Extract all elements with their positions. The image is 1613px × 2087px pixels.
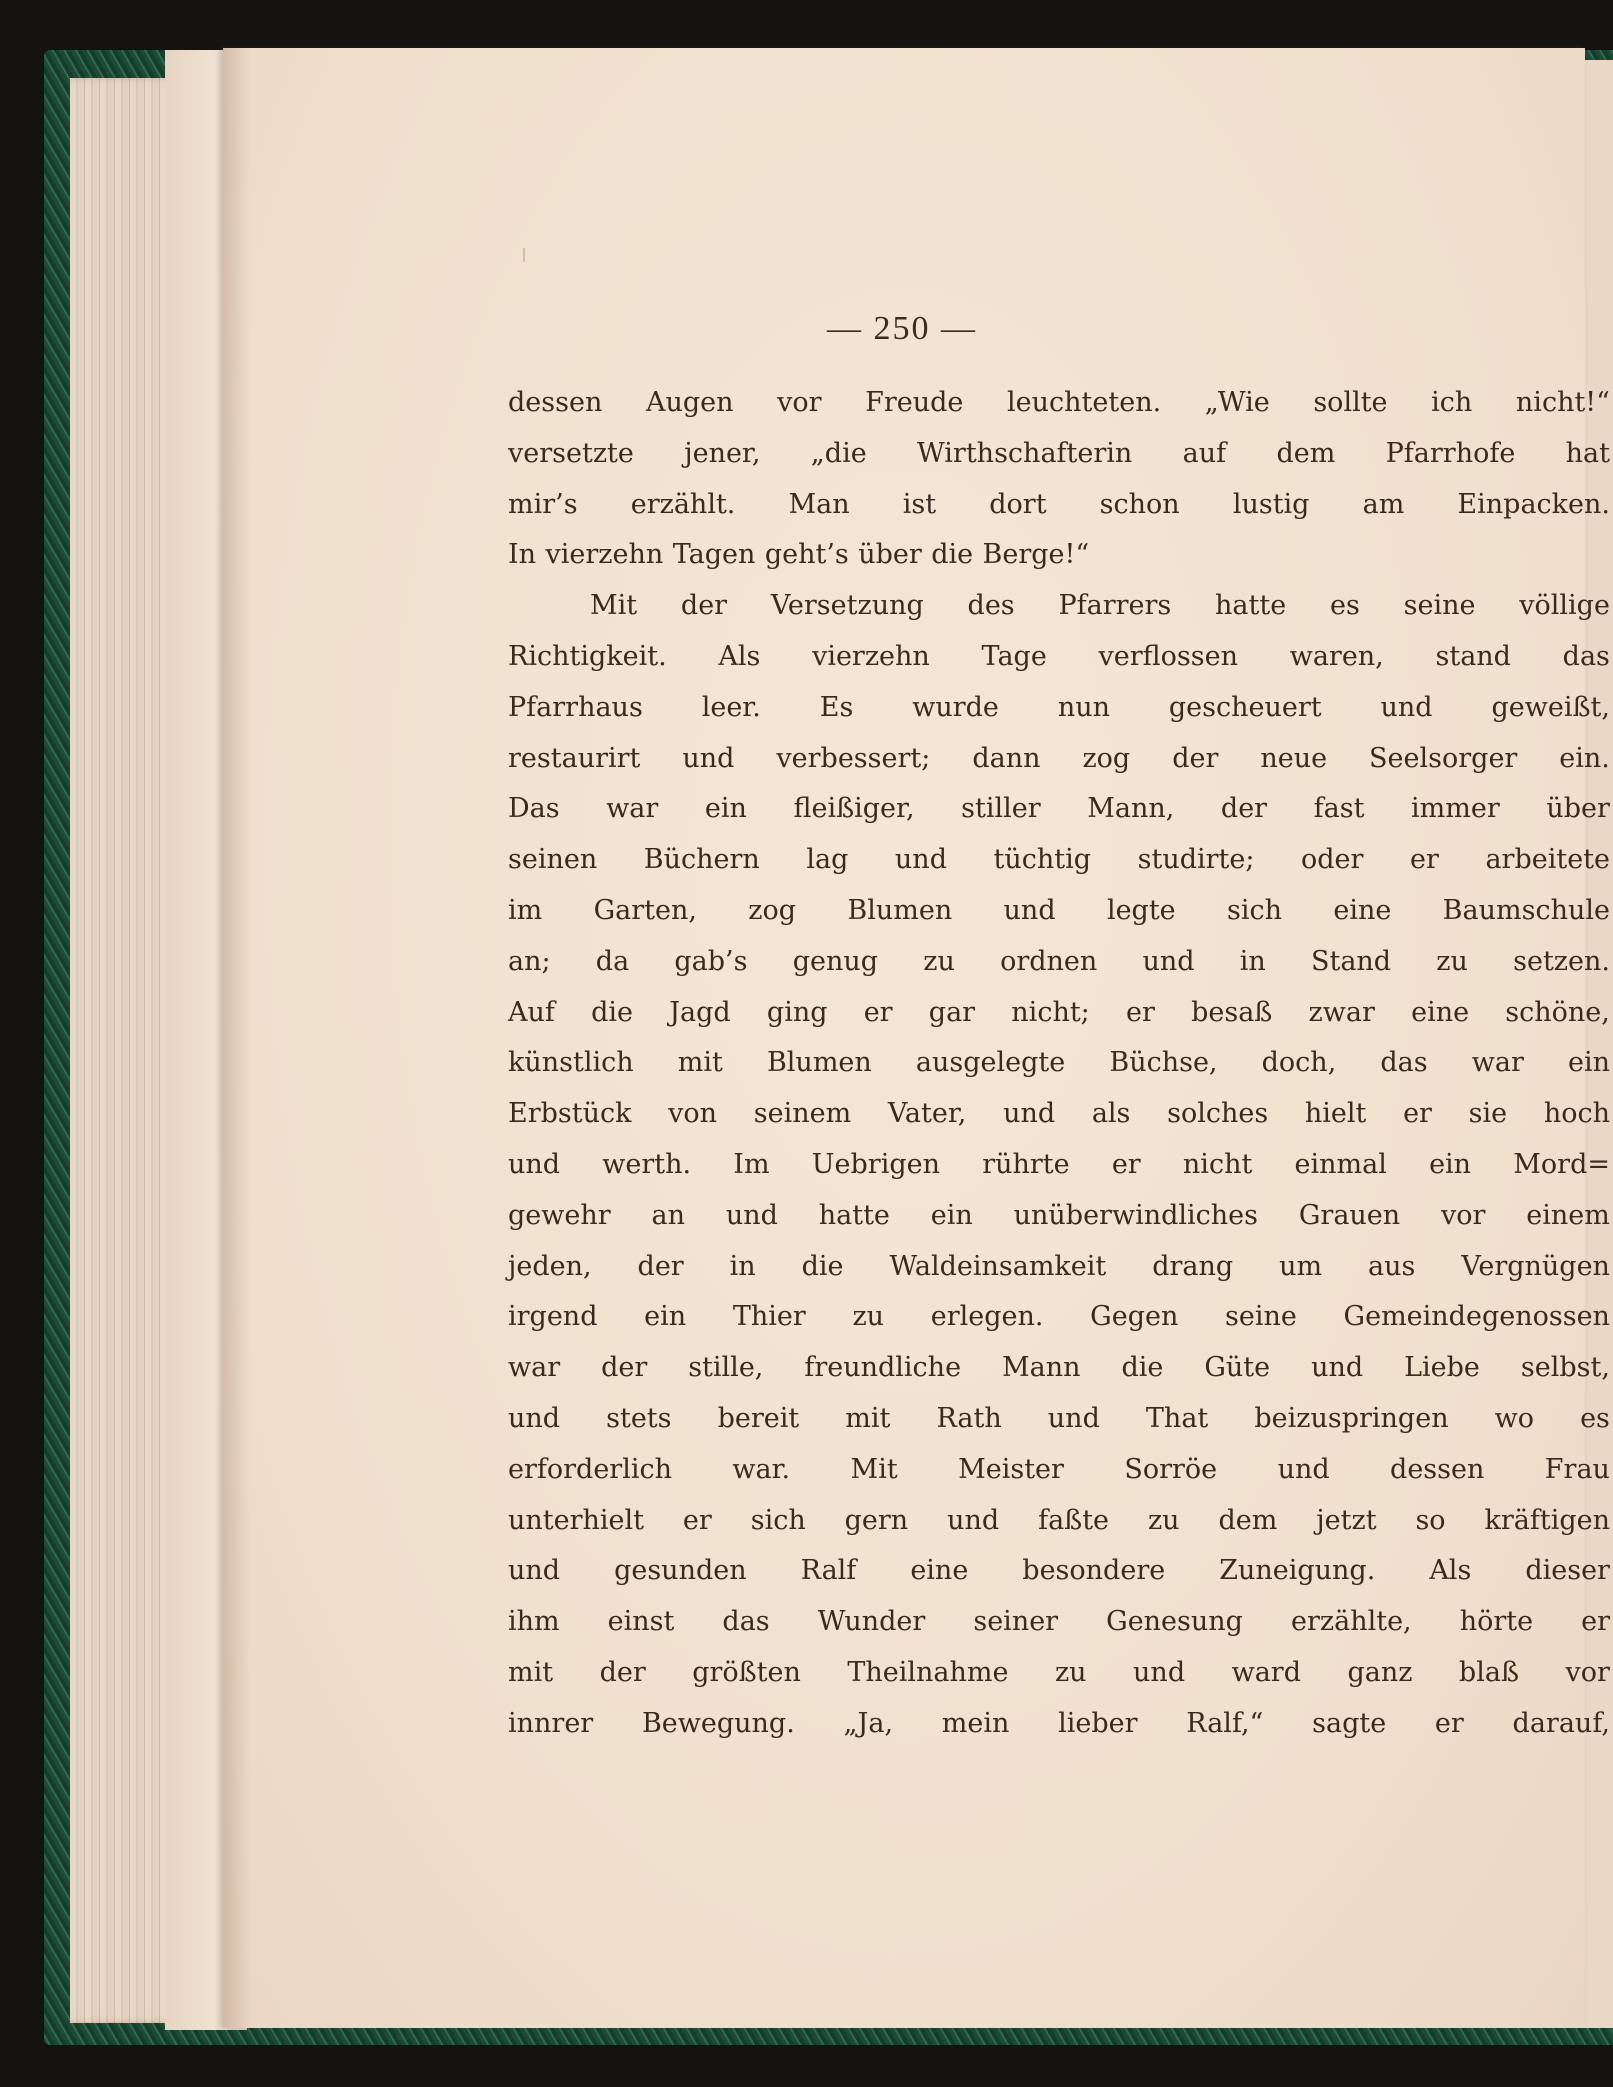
word: Einpacken. <box>1457 488 1610 520</box>
word: und <box>947 1504 1000 1536</box>
word: er <box>1410 844 1439 876</box>
word: verflossen <box>1098 640 1238 672</box>
word: Wunder <box>817 1606 926 1638</box>
word: ordnen <box>1000 945 1098 977</box>
word: bereit <box>717 1402 800 1434</box>
word: ein <box>1429 1148 1472 1180</box>
word: freundliche <box>804 1352 962 1384</box>
word: war <box>606 793 659 825</box>
word: wurde <box>912 691 999 723</box>
text-line <box>508 1648 1610 1699</box>
word: legte <box>1106 894 1176 926</box>
word: die <box>591 996 633 1028</box>
text-line <box>508 1394 1610 1445</box>
word: erzählt. <box>630 488 736 520</box>
word: Waldeinsamkeit <box>889 1250 1107 1282</box>
word: leuchteten. <box>1007 387 1162 418</box>
word: die <box>931 539 974 571</box>
word: Erbstück <box>508 1098 632 1130</box>
word: schöne, <box>1505 996 1610 1028</box>
word: hatte <box>818 1199 890 1231</box>
word: doch, <box>1261 1047 1337 1079</box>
word: oder <box>1301 844 1364 876</box>
word: wo <box>1494 1402 1535 1434</box>
word: Als <box>1429 1555 1472 1587</box>
word: ein. <box>1559 742 1610 774</box>
word: in <box>1239 945 1266 977</box>
word: Mit <box>590 590 638 622</box>
word: Auf <box>508 996 555 1028</box>
word: und <box>682 742 735 774</box>
text-line <box>508 1089 1610 1140</box>
text-line <box>508 1445 1610 1496</box>
word: eine <box>1333 894 1392 926</box>
word: neue <box>1260 742 1328 774</box>
word: selbst, <box>1520 1352 1610 1384</box>
word: aus <box>1368 1250 1416 1282</box>
word: stille, <box>688 1352 764 1384</box>
word: genug <box>792 945 879 977</box>
word: und <box>1047 1402 1100 1434</box>
word: seiner <box>973 1606 1059 1638</box>
word: seinem <box>753 1098 852 1130</box>
word: Grauen <box>1298 1199 1401 1231</box>
text-line <box>508 480 1610 531</box>
word: geweißt, <box>1491 691 1610 723</box>
word: Pfarrhofe <box>1385 437 1516 469</box>
word: um <box>1279 1250 1323 1282</box>
word: mit <box>677 1047 723 1079</box>
word: Thier <box>732 1301 806 1333</box>
word: Blumen <box>847 894 953 926</box>
word: Rath <box>936 1402 1002 1434</box>
word: besaß <box>1191 996 1273 1028</box>
word: so <box>1415 1504 1446 1536</box>
word: zu <box>1436 945 1468 977</box>
word: ein <box>644 1301 687 1333</box>
text-line <box>508 734 1610 785</box>
word: gern <box>844 1504 909 1536</box>
word: war <box>1471 1047 1524 1079</box>
word: größten <box>692 1656 801 1688</box>
word: drang <box>1152 1250 1234 1282</box>
word: am <box>1362 488 1405 520</box>
word: und <box>1003 894 1056 926</box>
word: immer <box>1411 793 1500 825</box>
text-line <box>508 1191 1610 1242</box>
text-line <box>508 1140 1610 1191</box>
word: zog <box>1082 742 1131 774</box>
word: Das <box>508 793 560 825</box>
word: gab’s <box>674 945 748 977</box>
word: sagte <box>1312 1707 1387 1739</box>
word: des <box>967 590 1015 622</box>
word: Zuneigung. <box>1219 1555 1376 1587</box>
word: In <box>508 539 537 571</box>
word: „Wie <box>1204 387 1270 418</box>
page-number: — 250 — <box>827 310 977 347</box>
word: ein <box>930 1199 973 1231</box>
word: Meister <box>958 1453 1064 1485</box>
word: hatte <box>1215 590 1287 622</box>
word: da <box>595 945 630 977</box>
word: mit <box>508 1656 554 1688</box>
word: gescheuert <box>1168 691 1322 723</box>
word: stiller <box>961 793 1041 825</box>
word: zu <box>852 1301 885 1333</box>
word: hielt <box>1304 1098 1367 1130</box>
word: lieber <box>1058 1707 1138 1739</box>
text-line <box>508 429 1610 480</box>
word: der <box>599 1656 646 1688</box>
word: jetzt <box>1316 1504 1377 1536</box>
word: leer. <box>701 691 761 723</box>
word: Versetzung <box>770 590 924 622</box>
word: erlegen. <box>930 1301 1044 1333</box>
word: und <box>508 1555 561 1587</box>
word: nicht!“ <box>1515 387 1610 418</box>
word: und <box>894 844 947 876</box>
word: dann <box>972 742 1041 774</box>
word: Vergnügen <box>1461 1250 1610 1282</box>
word: schon <box>1099 488 1180 520</box>
word: eine <box>1411 996 1470 1028</box>
word: „die <box>810 437 867 469</box>
word: ein <box>704 793 747 825</box>
word: der <box>637 1250 684 1282</box>
word: Mann, <box>1087 793 1175 825</box>
word: vor <box>1441 1199 1486 1231</box>
text-line <box>508 1343 1610 1394</box>
word: das <box>1562 640 1610 672</box>
text-line <box>508 1699 1610 1750</box>
word: sollte <box>1313 387 1388 418</box>
paper-speck <box>523 248 525 262</box>
word: sich <box>1227 894 1283 926</box>
word: mit <box>845 1402 891 1434</box>
word: er <box>1434 1707 1464 1739</box>
text-line <box>508 988 1610 1039</box>
word: stand <box>1435 640 1511 672</box>
word: unterhielt <box>508 1504 645 1536</box>
word: vierzehn <box>545 539 664 571</box>
word: erforderlich <box>508 1453 672 1485</box>
word: stets <box>606 1402 672 1434</box>
word: über <box>1546 793 1610 825</box>
word: eine <box>910 1555 969 1587</box>
word: Man <box>788 488 850 520</box>
word: völlige <box>1519 590 1610 622</box>
word: war. <box>732 1453 791 1485</box>
word: nicht <box>1182 1148 1253 1180</box>
word: jeden, <box>508 1250 592 1282</box>
word: Gegen <box>1090 1301 1179 1333</box>
text-line <box>508 835 1610 886</box>
word: restaurirt <box>508 742 641 774</box>
word: war <box>508 1352 561 1384</box>
book-page <box>223 48 1610 2028</box>
word: versetzte <box>508 437 634 469</box>
word: sich <box>750 1504 806 1536</box>
word: er <box>1581 1606 1610 1638</box>
word: zwar <box>1308 996 1375 1028</box>
word: irgend <box>508 1301 598 1333</box>
word: mir’s <box>508 488 578 520</box>
word: hoch <box>1543 1098 1610 1130</box>
word: das <box>722 1606 770 1638</box>
word: Ralf <box>800 1555 857 1587</box>
word: Frau <box>1544 1453 1610 1485</box>
text-line <box>508 886 1610 937</box>
word: der <box>1220 793 1268 825</box>
word: Wirthschafterin <box>917 437 1133 469</box>
word: nicht; <box>1011 996 1090 1028</box>
word: der <box>680 590 728 622</box>
word: Augen <box>645 387 734 418</box>
word: einmal <box>1294 1148 1387 1180</box>
word: er <box>863 996 893 1028</box>
word: seine <box>1403 590 1476 622</box>
word: ganz <box>1347 1656 1413 1688</box>
text-line <box>508 1242 1610 1293</box>
word: waren, <box>1289 640 1384 672</box>
word: Ralf,“ <box>1186 1707 1264 1739</box>
word: seinen <box>508 844 598 876</box>
text-line <box>508 581 1610 632</box>
word: Garten, <box>593 894 697 926</box>
word: er <box>1125 996 1155 1028</box>
word: Pfarrers <box>1058 590 1172 622</box>
word: und <box>1003 1098 1056 1130</box>
word: Mord= <box>1513 1148 1610 1180</box>
word: darauf, <box>1512 1707 1610 1739</box>
word: besondere <box>1022 1555 1166 1587</box>
word: ein <box>1567 1047 1610 1079</box>
word: das <box>1380 1047 1428 1079</box>
word: dieser <box>1525 1555 1610 1587</box>
word: in <box>729 1250 756 1282</box>
word: ihm <box>508 1606 560 1638</box>
text-line <box>508 1038 1610 1089</box>
word: fleißiger, <box>793 793 915 825</box>
word: fast <box>1313 793 1365 825</box>
word: dort <box>989 488 1047 520</box>
word: Blumen <box>766 1047 872 1079</box>
word: und <box>1311 1352 1364 1384</box>
word: blaß <box>1458 1656 1519 1688</box>
word: Freude <box>865 387 964 418</box>
word: erzählte, <box>1291 1606 1412 1638</box>
word: Büchern <box>643 844 760 876</box>
word: Als <box>718 640 761 672</box>
word: zu <box>1147 1504 1180 1536</box>
word: Genesung <box>1106 1606 1243 1638</box>
word: Mit <box>850 1453 898 1485</box>
word: seine <box>1225 1301 1297 1333</box>
word: ist <box>902 488 937 520</box>
word: lustig <box>1232 488 1310 520</box>
word: lag <box>806 844 849 876</box>
text-line <box>508 1597 1610 1648</box>
word: Richtigkeit. <box>508 640 667 672</box>
word: vor <box>1565 1656 1610 1688</box>
text-line <box>508 1496 1610 1547</box>
word: und <box>508 1148 561 1180</box>
word: von <box>668 1098 718 1130</box>
word: unüberwindliches <box>1013 1199 1258 1231</box>
text-line <box>508 378 1610 429</box>
word: hat <box>1565 437 1610 469</box>
word: werth. <box>602 1148 692 1180</box>
text-line <box>508 683 1610 734</box>
word: dem <box>1276 437 1336 469</box>
word: „Ja, <box>843 1707 894 1739</box>
word: rührte <box>982 1148 1070 1180</box>
word: gesunden <box>614 1555 747 1587</box>
word: und <box>1142 945 1195 977</box>
word: und <box>1277 1453 1330 1485</box>
word: Baumschule <box>1442 894 1610 926</box>
word: es <box>1580 1402 1610 1434</box>
word: Pfarrhaus <box>508 691 643 723</box>
word: Jagd <box>669 996 731 1028</box>
word: Theilnahme <box>847 1656 1009 1688</box>
text-line <box>508 937 1610 988</box>
word: und <box>725 1199 778 1231</box>
word: ausgelegte <box>915 1047 1066 1079</box>
word: setzen. <box>1513 945 1610 977</box>
word: innrer <box>508 1707 594 1739</box>
word: die <box>1121 1352 1164 1384</box>
word: Es <box>819 691 854 723</box>
word: Tagen <box>672 539 756 571</box>
word: Seelsorger <box>1369 742 1518 774</box>
word: nun <box>1057 691 1110 723</box>
word: zu <box>923 945 955 977</box>
word: und <box>1133 1656 1186 1688</box>
word: studirte; <box>1137 844 1255 876</box>
word: der <box>601 1352 648 1384</box>
word: zog <box>748 894 797 926</box>
word: ging <box>766 996 828 1028</box>
text-line <box>508 530 1610 581</box>
word: er <box>1403 1098 1432 1130</box>
word: gewehr <box>508 1199 611 1231</box>
word: jener, <box>684 437 761 469</box>
word: Tage <box>981 640 1047 672</box>
word: verbessert; <box>776 742 931 774</box>
word: mein <box>941 1707 1010 1739</box>
word: und <box>508 1402 561 1434</box>
word: Büchse, <box>1109 1047 1218 1079</box>
word: Sorröe <box>1124 1453 1218 1485</box>
word: er <box>682 1504 712 1536</box>
word: gar <box>928 996 976 1028</box>
word: geht’s <box>764 539 849 571</box>
word: über <box>858 539 922 571</box>
word: künstlich <box>508 1047 634 1079</box>
word: zu <box>1054 1656 1087 1688</box>
word: kräftigen <box>1484 1504 1610 1536</box>
word: hörte <box>1459 1606 1534 1638</box>
word: und <box>1380 691 1433 723</box>
word: dem <box>1218 1504 1278 1536</box>
word: That <box>1145 1402 1209 1434</box>
word: im <box>508 894 543 926</box>
text-line <box>508 632 1610 683</box>
word: einem <box>1526 1199 1610 1231</box>
word: beizuspringen <box>1254 1402 1449 1434</box>
word: Mann <box>1002 1352 1081 1384</box>
text-line <box>508 1546 1610 1597</box>
word: an <box>651 1199 685 1231</box>
word: dessen <box>1390 1453 1485 1485</box>
word: er <box>1111 1148 1141 1180</box>
word: an; <box>508 945 551 977</box>
word: dessen <box>508 387 603 418</box>
word: auf <box>1182 437 1227 469</box>
word: tüchtig <box>993 844 1092 876</box>
word: Güte <box>1204 1352 1271 1384</box>
word: arbeitete <box>1485 844 1610 876</box>
word: Liebe <box>1404 1352 1480 1384</box>
word: solches <box>1167 1098 1269 1130</box>
text-line <box>508 1292 1610 1343</box>
word: einst <box>607 1606 675 1638</box>
word: Gemeindegenossen <box>1343 1301 1610 1333</box>
word: der <box>1172 742 1219 774</box>
word: Berge!“ <box>982 539 1090 571</box>
word: die <box>801 1250 844 1282</box>
word: Im <box>733 1148 770 1180</box>
word: ich <box>1431 387 1473 418</box>
word: sie <box>1468 1098 1508 1130</box>
word: Vater, <box>887 1098 967 1130</box>
text-line <box>508 784 1610 835</box>
word: ward <box>1231 1656 1301 1688</box>
word: vor <box>777 387 822 418</box>
page-body-text <box>508 378 1610 1750</box>
word: vierzehn <box>812 640 930 672</box>
word: als <box>1091 1098 1131 1130</box>
word: es <box>1330 590 1360 622</box>
word: Stand <box>1310 945 1392 977</box>
word: Bewegung. <box>641 1707 795 1739</box>
word: faßte <box>1038 1504 1110 1536</box>
word: Uebrigen <box>811 1148 940 1180</box>
